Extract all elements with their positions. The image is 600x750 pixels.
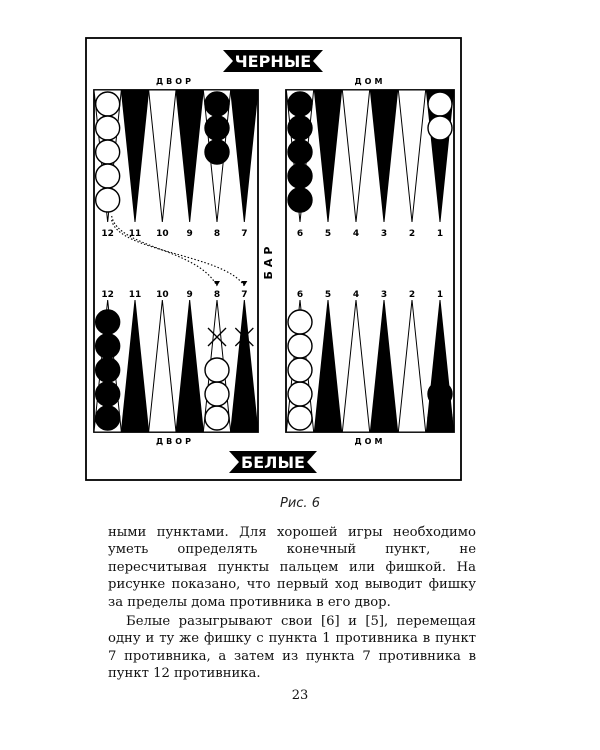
white-checker: [205, 358, 229, 382]
bottom-left-point-6: [231, 300, 258, 432]
move-arrow-head: [241, 281, 247, 286]
black-checker: [96, 310, 120, 334]
top-right-point-3: [342, 90, 369, 222]
bottom-right-point-number: 2: [408, 290, 416, 300]
black-checker: [288, 92, 312, 116]
top-right-point-5: [398, 90, 425, 222]
board-right-half: [286, 90, 454, 432]
black-checker: [96, 334, 120, 358]
body-text: [108, 524, 476, 683]
top-left-point-6: [231, 90, 258, 222]
bottom-left-point-number: 10: [156, 290, 169, 300]
page-number: 23: [291, 688, 309, 703]
bar-label: БАР: [262, 242, 275, 280]
white-checker: [288, 334, 312, 358]
bottom-right-point-4: [370, 300, 397, 432]
bottom-right-point-number: 4: [352, 290, 360, 300]
black-checker: [96, 358, 120, 382]
bottom-right-point-2: [314, 300, 341, 432]
black-checker: [288, 140, 312, 164]
black-checker: [288, 188, 312, 212]
white-checker: [96, 92, 120, 116]
top-left-point-4: [176, 90, 203, 222]
top-left-section-label: ДВОР: [156, 77, 194, 86]
white-checker: [428, 116, 452, 140]
top-left-point-number: 9: [186, 229, 193, 239]
bottom-right-point-number: 3: [380, 290, 388, 300]
bottom-left-point-number: 12: [101, 290, 114, 300]
top-left-point-number: 12: [101, 229, 114, 239]
top-left-point-3: [149, 90, 176, 222]
top-right-point-number: 5: [324, 229, 332, 239]
top-right-point-number: 6: [296, 229, 304, 239]
white-checker: [288, 406, 312, 430]
white-checker: [205, 406, 229, 430]
move-arrow-head: [214, 281, 220, 286]
white-checker: [288, 382, 312, 406]
board-left-half: [94, 90, 258, 432]
figure-caption: Рис. 6: [280, 496, 320, 511]
top-left-point-number: 10: [156, 229, 169, 239]
black-checker: [96, 382, 120, 406]
bottom-right-point-number: 5: [324, 290, 332, 300]
bottom-left-point-number: 8: [213, 290, 221, 300]
top-left-point-2: [121, 90, 148, 222]
bottom-left-point-4: [176, 300, 203, 432]
black-checker: [205, 140, 229, 164]
bottom-right-point-number: 1: [436, 290, 444, 300]
top-right-point-number: 2: [408, 229, 416, 239]
bottom-right-point-3: [342, 300, 369, 432]
black-checker: [205, 116, 229, 140]
top-right-point-2: [314, 90, 341, 222]
black-checker: [288, 116, 312, 140]
bottom-player-label: БЕЛЫЕ: [241, 453, 305, 472]
bottom-left-point-number: 11: [128, 290, 142, 300]
top-right-section-label: ДОМ: [354, 77, 386, 86]
top-player-label: ЧЕРНЫЕ: [234, 52, 312, 71]
bottom-right-point-number: 6: [296, 290, 304, 300]
bottom-left-point-2: [121, 300, 148, 432]
top-left-point-number: 11: [128, 229, 142, 239]
paragraph-2: Белые разыгрывают свои [6] и [5], перемещая одну и ту же фишку с пункта 1 противника в пункт 7 противника, а затем из пункта 7 противника в пункт 12 противника.: [108, 614, 476, 682]
white-checker: [288, 358, 312, 382]
top-left-point-number: 7: [241, 229, 248, 239]
bottom-left-point-3: [149, 300, 176, 432]
top-left-point-number: 8: [213, 229, 221, 239]
white-checker: [96, 140, 120, 164]
black-checker: [428, 382, 452, 406]
black-checker: [428, 406, 452, 430]
bottom-right-section-label: ДОМ: [354, 437, 386, 446]
white-checker: [96, 164, 120, 188]
black-checker: [288, 164, 312, 188]
white-checker: [205, 382, 229, 406]
top-right-point-4: [370, 90, 397, 222]
bottom-left-point-number: 9: [186, 290, 193, 300]
bottom-left-point-number: 7: [241, 290, 248, 300]
white-checker: [288, 310, 312, 334]
black-checker: [205, 92, 229, 116]
top-right-point-number: 4: [352, 229, 360, 239]
top-right-point-number: 3: [380, 229, 388, 239]
white-checker: [96, 116, 120, 140]
top-right-point-number: 1: [436, 229, 444, 239]
white-checker: [96, 188, 120, 212]
bottom-left-section-label: ДВОР: [156, 437, 194, 446]
white-checker: [428, 92, 452, 116]
black-checker: [96, 406, 120, 430]
bottom-right-point-5: [398, 300, 425, 432]
paragraph-1: ными пунктами. Для хорошей игры необходимо уметь определять конечный пункт, не пересчитывая пункты пальцем или фишкой. На рисунке показано, что первый ход выводит фишку за пределы дома противника в его двор.: [108, 525, 476, 610]
